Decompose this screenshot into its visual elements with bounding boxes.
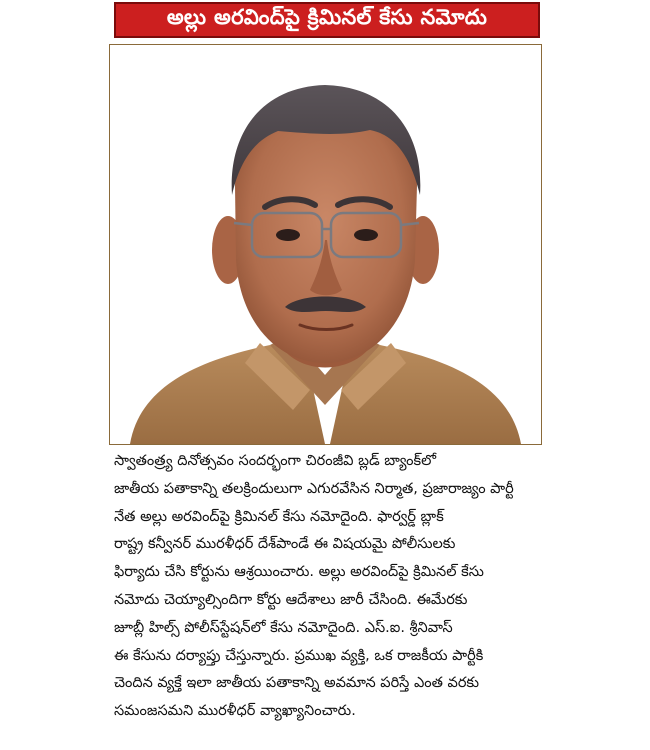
article-line: ఈ కేసును దర్యాప్తు చేస్తున్నారు. ప్రముఖ వ్యక్తి, ఒక రాజకీయ పార్టీకి [114,647,484,664]
article-line: జూబ్లీ హిల్స్ పోలీస్‌స్టేషన్‌లో కేసు నమోదైంది. ఎస్.ఐ. శ్రీనివాస్ [114,619,453,636]
headline-banner [114,2,540,38]
article-line: స్వాతంత్ర్య దినోత్సవం సందర్భంగా చిరంజీవి బ్లడ్ బ్యాంక్‌లో [114,453,437,469]
article-line: నేత అల్లు అరవింద్‌పై క్రిమినల్ కేసు నమోదైంది. ఫార్వర్డ్ బ్లాక్ [114,508,444,525]
article-body [114,448,554,726]
article-line: ఫిర్యాదు చేసి కోర్టును ఆశ్రయించారు. అల్లు అరవింద్‌పై క్రిమినల్ కేసు [114,564,484,581]
article-line: నమోదు చెయ్యాల్సిందిగా కోర్టు ఆదేశాలు జారీ చేసింది. ఈమేరకు [114,591,468,608]
article-line: చెందిన వ్యక్తే ఇలా జాతీయ పతాకాన్ని అవమాన పరిస్తే ఎంత వరకు [114,675,480,692]
portrait-photo [109,44,542,445]
headline-title: అల్లు అరవింద్‌పై క్రిమినల్ కేసు నమోదు [166,5,488,29]
article-line: జాతీయ పతాకాన్ని తలక్రిందులుగా ఎగురవేసిన నిర్మాత, ప్రజారాజ్యం పార్టీ [114,480,514,497]
article-line: సమంజసమని మురళీధర్ వ్యాఖ్యానించారు. [114,703,356,720]
article-line: రాష్ట్ర కన్వీనర్ మురళీధర్ దేశ్‌పాండే ఈ విషయమై పోలీసులకు [114,536,456,553]
portrait-illustration [110,45,541,444]
